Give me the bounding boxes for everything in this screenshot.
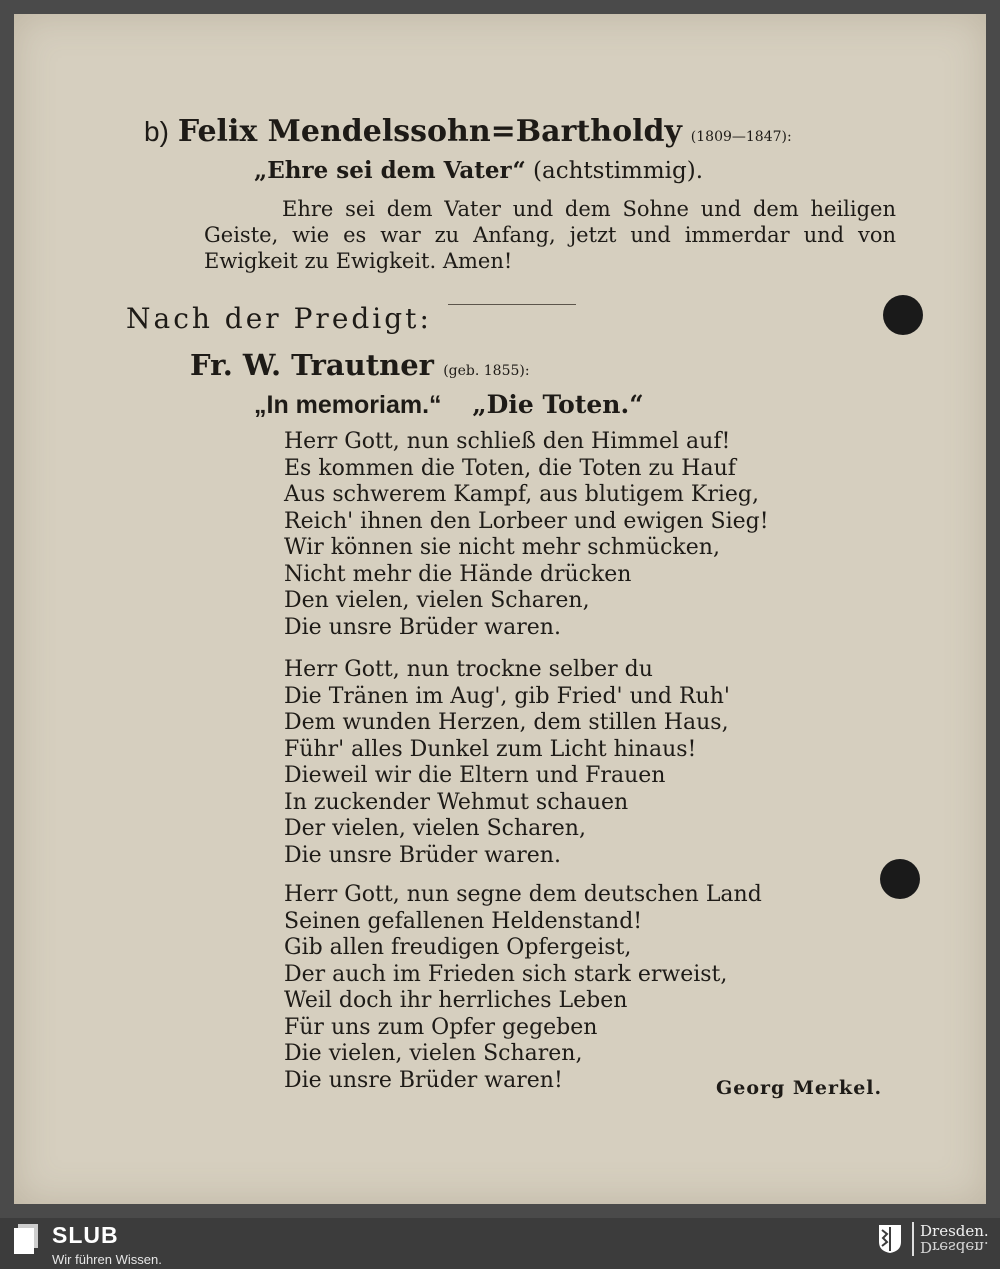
poem-line: Weil doch ihr herrliches Leben	[284, 988, 628, 1013]
poem-line: Reich' ihnen den Lorbeer und ewigen Sieg!	[284, 508, 769, 534]
poem-line: Herr Gott, nun segne dem deutschen Land	[284, 882, 762, 907]
section-heading: Nach der Predigt:	[126, 302, 432, 335]
work-title-2: „Die Toten.“	[472, 390, 644, 419]
poem-line: Für uns zum Opfer gegeben	[284, 1014, 598, 1040]
divider-rule	[448, 304, 576, 305]
composer-line	[190, 348, 530, 382]
poem-line: Gib allen freudigen Opfergeist,	[284, 935, 632, 960]
section-label: b)	[144, 116, 169, 147]
composer-dates: (geb. 1855):	[443, 363, 530, 379]
slub-tagline: Wir führen Wissen.	[52, 1252, 162, 1267]
composer-name: Felix Mendelssohn=Bartholdy	[177, 114, 682, 149]
footer-separator	[912, 1222, 914, 1256]
punch-hole	[880, 859, 920, 899]
composer-dates: (1809—1847):	[690, 129, 792, 145]
poem-line: Die unsre Brüder waren.	[284, 842, 561, 868]
work-note: (achtstimmig).	[533, 158, 704, 184]
poem-line: Aus schwerem Kampf, aus blutigem Krieg,	[284, 482, 759, 507]
poem-line: Die unsre Brüder waren.	[284, 614, 561, 640]
poem-stanza	[284, 882, 762, 1094]
work-title: „Ehre sei dem Vater“	[254, 157, 526, 184]
work-title-line	[254, 157, 703, 184]
composer-name: Fr. W. Trautner	[190, 348, 434, 382]
hymn-paragraph: Ehre sei dem Vater und dem Sohne und dem heiligen Geiste, wie es war zu Anfang, jetzt und immerdar und von Ewigkeit zu Ewigkeit. Amen!	[204, 197, 896, 273]
partner-name-reflection: Dresden.	[920, 1238, 989, 1256]
poem-line: Wir können sie nicht mehr schmücken,	[284, 535, 720, 560]
poem-line: Es kommen die Toten, die Toten zu Hauf	[284, 455, 736, 481]
document-page	[14, 14, 986, 1204]
work-title-1: „In memoriam.“	[254, 391, 442, 419]
work-titles	[254, 390, 644, 420]
poem-line: Die vielen, vielen Scharen,	[284, 1041, 583, 1066]
partner-name[interactable]: Dresden.	[920, 1222, 989, 1240]
poem-stanza	[284, 657, 730, 869]
poem-line: Nicht mehr die Hände drücken	[284, 561, 632, 587]
slub-logo-text[interactable]: SLUB	[52, 1222, 119, 1248]
poem-line: Herr Gott, nun schließ den Himmel auf!	[284, 429, 731, 454]
poem-line: Dieweil wir die Eltern und Frauen	[284, 763, 666, 788]
poem-line: In zuckender Wehmut schauen	[284, 789, 629, 815]
dresden-crest-icon	[878, 1224, 902, 1254]
poem-line: Seinen gefallenen Heldenstand!	[284, 908, 643, 934]
footer-bar	[0, 1218, 1000, 1269]
poem-line: Die Tränen im Aug', gib Fried' und Ruh'	[284, 683, 730, 709]
poem-line: Herr Gott, nun trockne selber du	[284, 657, 653, 682]
poem-line: Der auch im Frieden sich stark erweist,	[284, 961, 728, 987]
poem-author: Georg Merkel.	[716, 1077, 883, 1099]
poem-stanza	[284, 429, 769, 641]
poem-line: Die unsre Brüder waren!	[284, 1067, 563, 1093]
punch-hole	[883, 295, 923, 335]
hymn-text	[204, 196, 896, 274]
poem-line: Der vielen, vielen Scharen,	[284, 816, 586, 841]
poem-line: Den vielen, vielen Scharen,	[284, 588, 590, 613]
section-b-heading	[144, 114, 792, 149]
poem-line: Führ' alles Dunkel zum Licht hinaus!	[284, 736, 697, 762]
poem-line: Dem wunden Herzen, dem stillen Haus,	[284, 710, 729, 735]
slub-logo-icon	[14, 1224, 40, 1254]
